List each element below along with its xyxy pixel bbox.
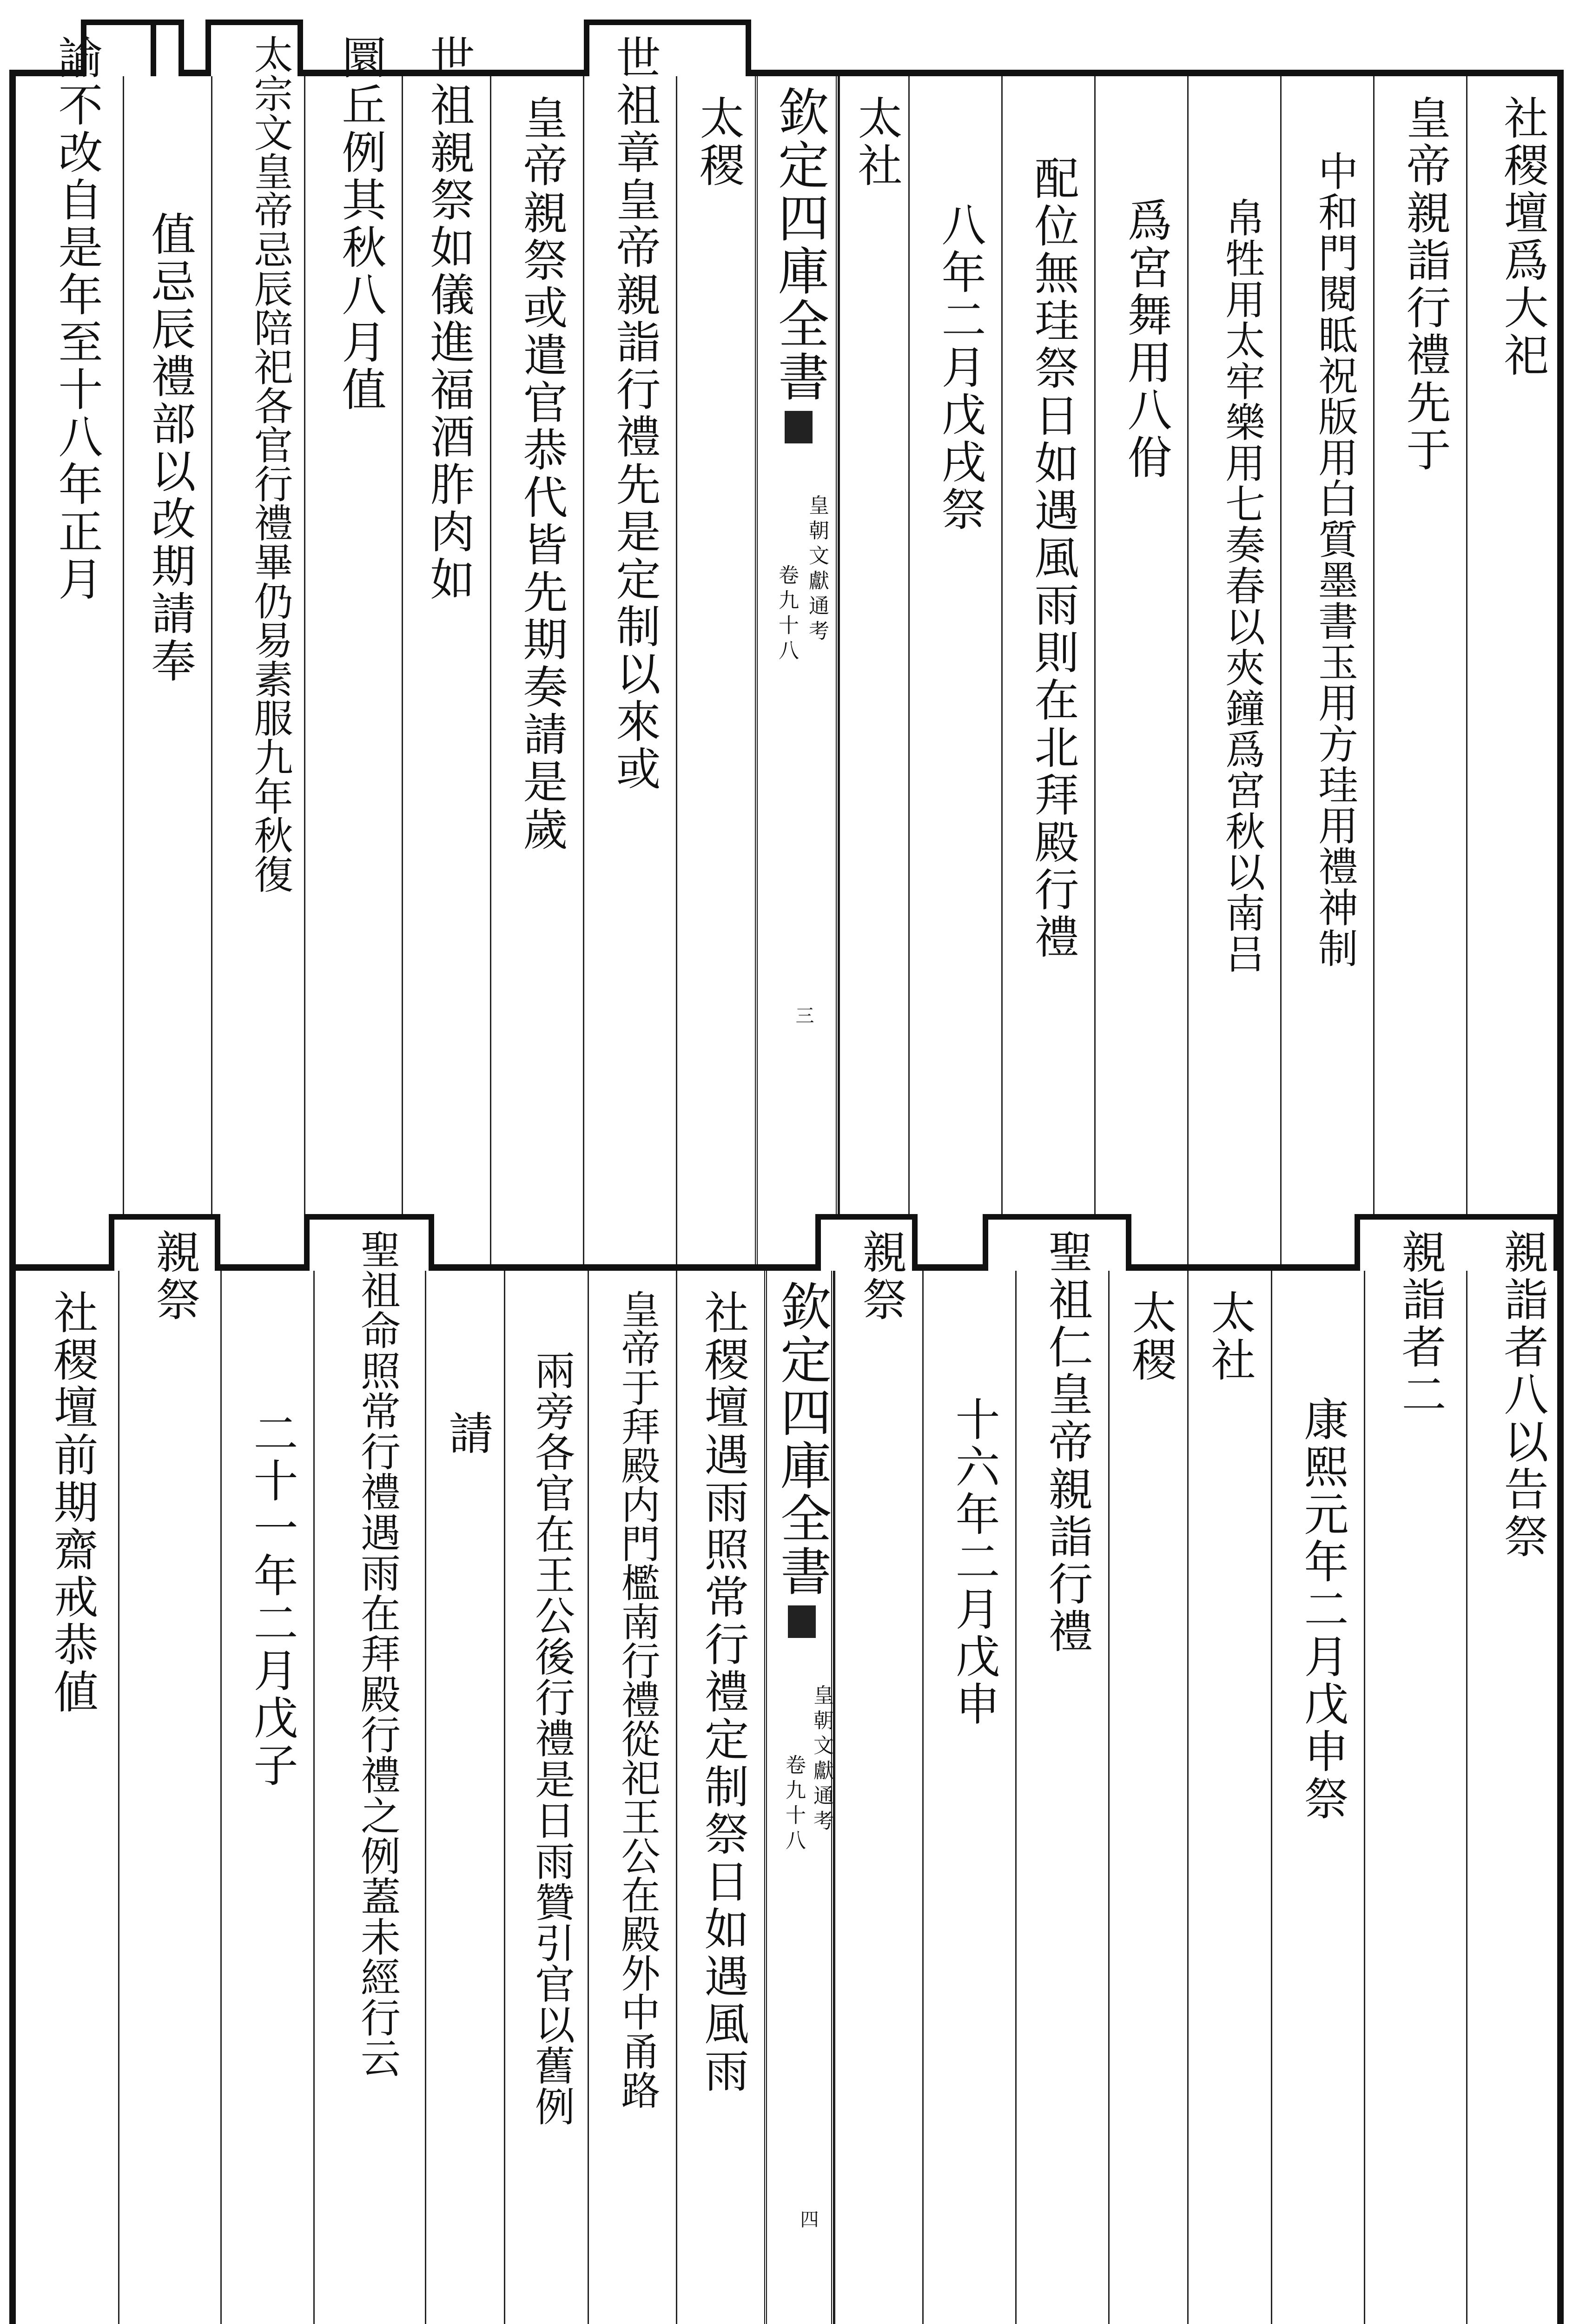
book-subtitle: 皇朝文獻通考 <box>805 495 829 645</box>
column-text: 社稷壇前期齋戒恭値 <box>46 1289 99 1716</box>
fold-strip <box>755 76 839 1272</box>
column-text: 聖祖仁皇帝親詣行禮 <box>1041 1229 1093 1656</box>
column-text: 配位無珪祭日如遇風雨則在北拜殿行禮 <box>1027 155 1079 961</box>
column-text: 親詣者八以告祭 <box>1497 1229 1549 1561</box>
text-column <box>490 76 583 1272</box>
column-text: 聖祖命照常行禮遇雨在拜殿行禮之例蓋未經行云 <box>354 1229 400 2078</box>
column-text: 太稷 <box>1125 1289 1177 1384</box>
book-title: 欽定四庫全書 <box>772 1280 832 1598</box>
column-text: 世祖親祭如儀進福酒胙肉如 <box>423 34 475 603</box>
text-column <box>676 1271 764 2324</box>
text-column <box>839 76 908 1272</box>
column-text: 爲宮舞用八佾 <box>1120 197 1172 482</box>
column-text: 皇帝于拜殿内門檻南行禮從祀王公在殿外中甬路 <box>615 1289 661 2109</box>
text-column <box>1015 1229 1108 2324</box>
leaf-number: 三 <box>793 1006 814 1024</box>
column-text: 親祭 <box>149 1229 201 1324</box>
text-column <box>908 76 1001 1272</box>
text-column <box>123 76 211 1272</box>
column-text: 太社 <box>1204 1289 1256 1384</box>
column-text: 親詣者二 <box>1395 1229 1447 1419</box>
text-column <box>588 1271 676 2324</box>
column-text: 諭不改自是年至十八年正月 <box>51 34 103 603</box>
bottom-page <box>9 1229 1564 2324</box>
text-column <box>1187 76 1280 1272</box>
column-text: 皇帝親詣行禮先于 <box>1399 95 1451 474</box>
column-text: 帛牲用太牢樂用七奏春以夾鐘爲宮秋以南吕 <box>1218 197 1265 974</box>
text-column <box>1094 76 1187 1272</box>
column-text: 太社 <box>851 95 903 190</box>
text-column <box>1466 76 1564 1272</box>
text-column <box>1373 76 1466 1272</box>
heading-tab <box>151 20 156 76</box>
text-column <box>402 34 490 1272</box>
text-column <box>304 34 402 1272</box>
column-text: 十六年二月戊申 <box>948 1396 1000 1728</box>
text-column <box>16 34 123 1272</box>
text-column <box>220 1271 313 2324</box>
fishtail-mark <box>788 1605 816 1638</box>
text-column <box>504 1271 588 2324</box>
column-text: 康熙元年二月戊申祭 <box>1297 1396 1349 1823</box>
column-text: 值忌辰禮部以改期請奉 <box>144 211 196 685</box>
leaf-number: 四 <box>797 2210 819 2228</box>
column-text: 太稷 <box>693 95 745 190</box>
fold-strip <box>764 1271 834 2324</box>
text-column <box>1001 76 1094 1272</box>
column-text: 社稷壇遇雨照常行禮定制祭日如遇風雨 <box>697 1289 749 2095</box>
column-text: 世祖章皇帝親詣行禮先是定制以來或 <box>609 34 661 793</box>
text-column <box>211 34 304 1272</box>
book-title: 欽定四庫全書 <box>770 86 829 403</box>
text-column <box>1271 1271 1364 2324</box>
column-text: 中和門閱眡祝版用白質墨書玉用方珪用禮神制 <box>1311 151 1358 969</box>
column-text: 請 <box>442 1410 494 1458</box>
text-column <box>16 1271 118 2324</box>
book-subtitle: 皇朝文獻通考 <box>810 1684 833 1835</box>
text-column <box>834 1229 922 2324</box>
column-text: 親祭 <box>855 1229 907 1324</box>
column-text: 兩旁各官在王公後行禮是日雨贊引官以舊例 <box>528 1350 575 2127</box>
column-text: 皇帝親祭或遣官恭代皆先期奏請是歲 <box>516 95 568 853</box>
text-column <box>676 76 755 1272</box>
volume-label: 卷九十八 <box>775 564 799 665</box>
text-column <box>922 1271 1015 2324</box>
text-column <box>313 1229 425 2324</box>
column-text: 二十一年二月戊子 <box>246 1410 298 1789</box>
column-text: 圜丘例其秋八月值 <box>335 34 387 414</box>
volume-label: 卷九十八 <box>782 1754 806 1855</box>
column-text: 太宗文皇帝忌辰陪祀各官行禮畢仍易素服九年秋復 <box>248 34 293 893</box>
text-column <box>1364 1229 1466 2324</box>
text-column <box>583 34 676 1272</box>
text-column <box>1108 1271 1187 2324</box>
text-column <box>1187 1271 1271 2324</box>
fishtail-mark <box>785 411 813 443</box>
text-column <box>118 1229 220 2324</box>
text-column <box>1280 76 1373 1272</box>
column-text: 社稷壇爲大祀 <box>1497 95 1549 379</box>
column-text: 八年二月戊戌祭 <box>934 202 986 534</box>
text-column <box>425 1271 504 2324</box>
top-page <box>9 34 1564 1278</box>
text-column <box>1466 1229 1564 2324</box>
